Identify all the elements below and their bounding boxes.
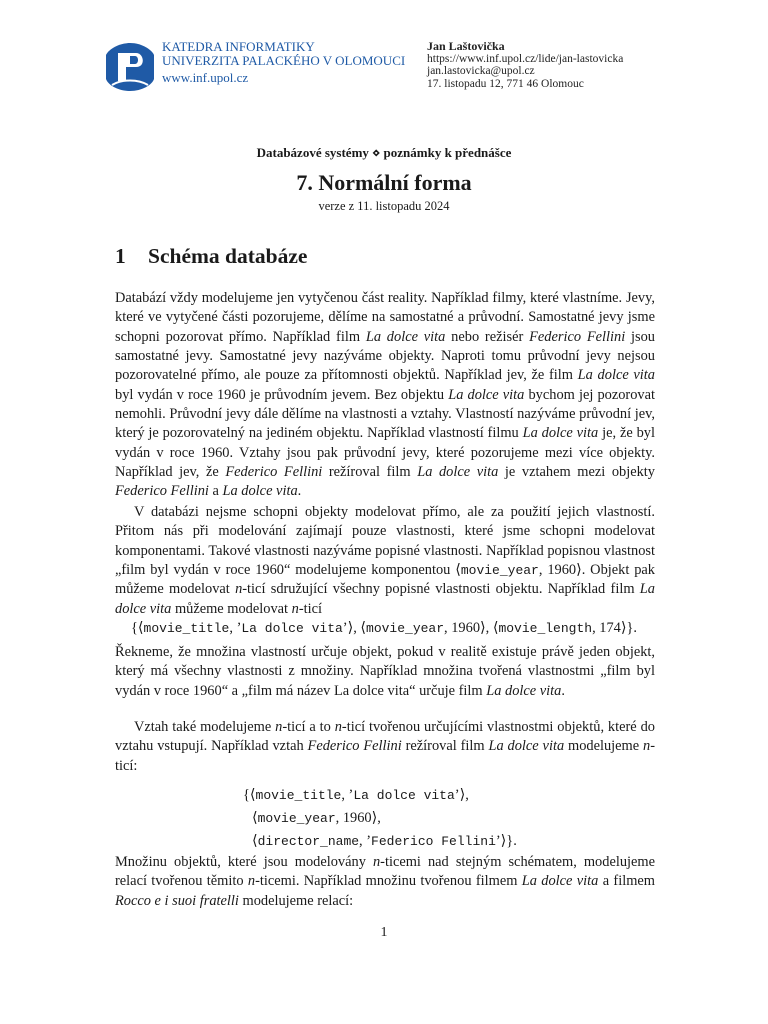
page-number: 1 xyxy=(380,925,388,940)
department-website-link[interactable]: www.inf.upol.cz xyxy=(162,70,249,85)
paragraph-3 xyxy=(115,643,655,701)
document-title: 7. Normální forma xyxy=(296,170,472,195)
author-name: Jan Laštovička xyxy=(427,39,505,53)
paragraph-text: Vztah také modelujeme n-ticí a to n-ticí tvořenou určujícími vlastnostmi objektů, které do vztahu vstupují. Například vztah Federico Fellini režíroval film La dolce vita modelujeme n-ticí: xyxy=(115,719,656,774)
paragraph-1 xyxy=(115,289,655,502)
author-email-link[interactable]: jan.lastovicka@upol.cz xyxy=(427,65,535,77)
document-version: verze z 11. listopadu 2024 xyxy=(318,199,450,213)
university-name: UNIVERZITA PALACKÉHO V OLOMOUCI xyxy=(162,53,406,68)
paragraph-2 xyxy=(115,503,655,619)
paragraph-5 xyxy=(115,853,655,911)
equation-line: ⟨director_name, ’Federico Fellini’⟩}. xyxy=(252,833,517,849)
tuple-equation-1: {⟨movie_title, ’La dolce vita’⟩, ⟨movie_year, 1960⟩, ⟨movie_length, 174⟩}. xyxy=(131,620,637,636)
paragraph-text: V databázi nejsme schopni objekty modelovat přímo, ale za použití jejich vlastností. Přitom nás při modelování zajímají pouze vlastnosti, které jsme schopni modelovat komponentami. Takové vlastnosti nazýváme popisné vlastnosti. Například popisnou vlastnost „film byl vydán v roce 1960“ modelujeme komponentou ⟨movie_year, 1960⟩. Objekt pak můžeme modelovat n-ticí sdružující všechny popisné vlastnosti objektu. Například film La dolce vita můžeme modelovat n-ticí xyxy=(115,504,655,617)
paragraph-text: Databází vždy modelujeme jen vytyčenou část reality. Například filmy, které vlastníme. Jevy, které ve vytyčené části pozorujeme, dělíme na samostatné a průvodní. Samostatné jevy jsme schopni pozorovat přímo. Například film La dolce vita nebo režisér Federico Fellini jsou samostatné jevy. Samostatné jevy nazýváme objekty. Naproti tomu průvodní jevy nejsou pozorovatelné přímo, ale pouze za přítomnosti objektů. Například jev, že film La dolce vita byl vydán v roce 1960 je průvodním jevem. Bez objektu La dolce vita bychom jej pozorovat nemohli. Průvodní jevy dále dělíme na vlastnosti a vztahy. Vlastností nazýváme průvodní jev, který je pozorovatelný na jediném objektu. Například vlastností filmu La dolce vita je, že byl vydán v roce 1960. Vztahy jsou pak průvodní jevy, které pozorujeme mezi více objekty. Například jev, že Federico Fellini režíroval film La dolce vita je vztahem mezi objekty Federico Fellini a La dolce vita. xyxy=(115,290,655,500)
author-address: 17. listopadu 12, 771 46 Olomouc xyxy=(427,77,584,90)
paragraph-text: Množinu objektů, které jsou modelovány n-ticemi nad stejným schématem, modelujeme relací tvořenou těmito n-ticemi. Například množinu tvořenou filmem La dolce vita a filmem Rocco e i suoi fratelli modelujeme relací: xyxy=(115,854,655,909)
section-heading xyxy=(115,244,307,269)
tuple-equation-2 xyxy=(243,784,517,853)
author-block xyxy=(427,40,623,90)
equation-line: ⟨movie_year, 1960⟩, xyxy=(252,810,381,826)
department-name: KATEDRA INFORMATIKY xyxy=(162,39,315,54)
paragraph-4 xyxy=(115,718,655,776)
section-number: 1 xyxy=(115,244,126,268)
author-url-link[interactable]: https://www.inf.upol.cz/lide/jan-lastovicka xyxy=(427,52,624,65)
university-logo-icon xyxy=(104,41,156,93)
department-block xyxy=(162,40,405,85)
course-subtitle: Databázové systémy ⋄ poznámky k přednášce xyxy=(256,145,512,160)
paragraph-text: Řekneme, že množina vlastností určuje objekt, pokud v realitě existuje právě jeden objekt, který má všechny vlastnosti z množiny. Například množina tvořená vlastnostmi „film byl vydán v roce 1960“ a „film má název La dolce vita“ určuje film La dolce vita. xyxy=(115,644,655,699)
section-title: Schéma databáze xyxy=(148,244,308,268)
equation-line: {⟨movie_title, ’La dolce vita’⟩, xyxy=(243,787,469,803)
